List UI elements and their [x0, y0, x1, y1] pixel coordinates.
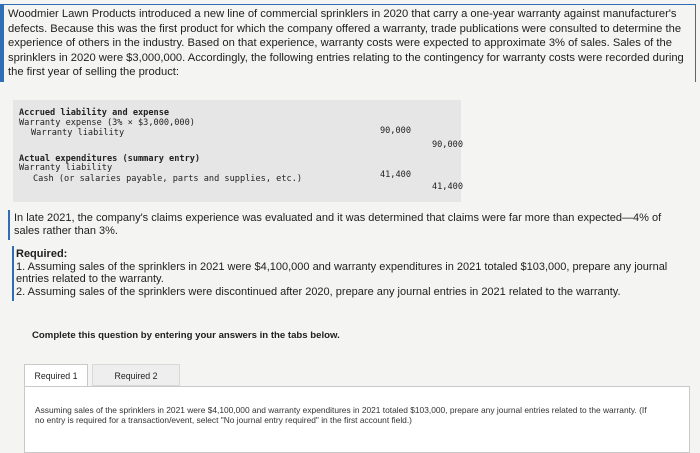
- entry2-debit-account: Warranty liability: [19, 163, 113, 173]
- problem-intro: Woodmier Lawn Products introduced a new line of commercial sprinklers in 2020 that carry a one-year warranty against manufacturer's defects. Because this was the first product for which the company offered a warranty, trade publications were consulted to determine the experience of others in the industry. Based on that experience, warranty costs were expected to approximate 3% of sales. Sales of the sprinklers in 2020 were $3,000,000. Accordingly, the following entries relating to the contingency for warranty costs were recorded during the first year of selling the product:: [0, 4, 696, 82]
- journal-row: [13, 140, 461, 151]
- entry1-credit-amount: 90,000: [431, 140, 463, 150]
- section-heading-actual: Actual expenditures (summary entry): [19, 154, 201, 164]
- journal-entries-table: [13, 100, 461, 202]
- journal-row: [13, 182, 461, 193]
- entry1-credit-account: Warranty liability: [31, 128, 125, 138]
- entry2-debit-amount: 41,400: [379, 170, 411, 180]
- required-title: Required:: [16, 248, 68, 260]
- claims-experience-paragraph: In late 2021, the company's claims experience was evaluated and it was determined that claims were far more than expected—4% of sales rather than 3%.: [8, 210, 688, 240]
- journal-row: [13, 128, 461, 139]
- entry2-credit-account: Cash (or salaries payable, parts and supplies, etc.): [33, 174, 303, 184]
- complete-instruction: Complete this question by entering your answers in the tabs below.: [32, 330, 340, 341]
- tab-required-2[interactable]: Required 2: [92, 364, 180, 386]
- panel-instruction: Assuming sales of the sprinklers in 2021 were $4,100,000 and warranty expenditures in 2021 totaled $103,000, prepare any journal entries related to the warranty. (If no entry is required for a transaction/event, select "No journal entry required" in the first account field.): [35, 405, 647, 426]
- required-item-1: 1. Assuming sales of the sprinklers in 2021 were $4,100,000 and warranty expenditures in 2021 totaled $103,000, prepare any journal entries related to the warranty.: [16, 260, 668, 286]
- entry2-credit-amount: 41,400: [431, 182, 463, 192]
- tab-required-1[interactable]: Required 1: [24, 364, 88, 386]
- entry1-debit-account: Warranty expense (3% × $3,000,000): [19, 118, 195, 128]
- tab-panel: [24, 386, 690, 453]
- required-section: [12, 246, 692, 301]
- section-heading-accrued: Accrued liability and expense: [19, 108, 170, 118]
- required-item-2: 2. Assuming sales of the sprinklers were discontinued after 2020, prepare any journal entries in 2021 related to the warranty.: [16, 285, 621, 298]
- entry1-debit-amount: 90,000: [379, 126, 411, 136]
